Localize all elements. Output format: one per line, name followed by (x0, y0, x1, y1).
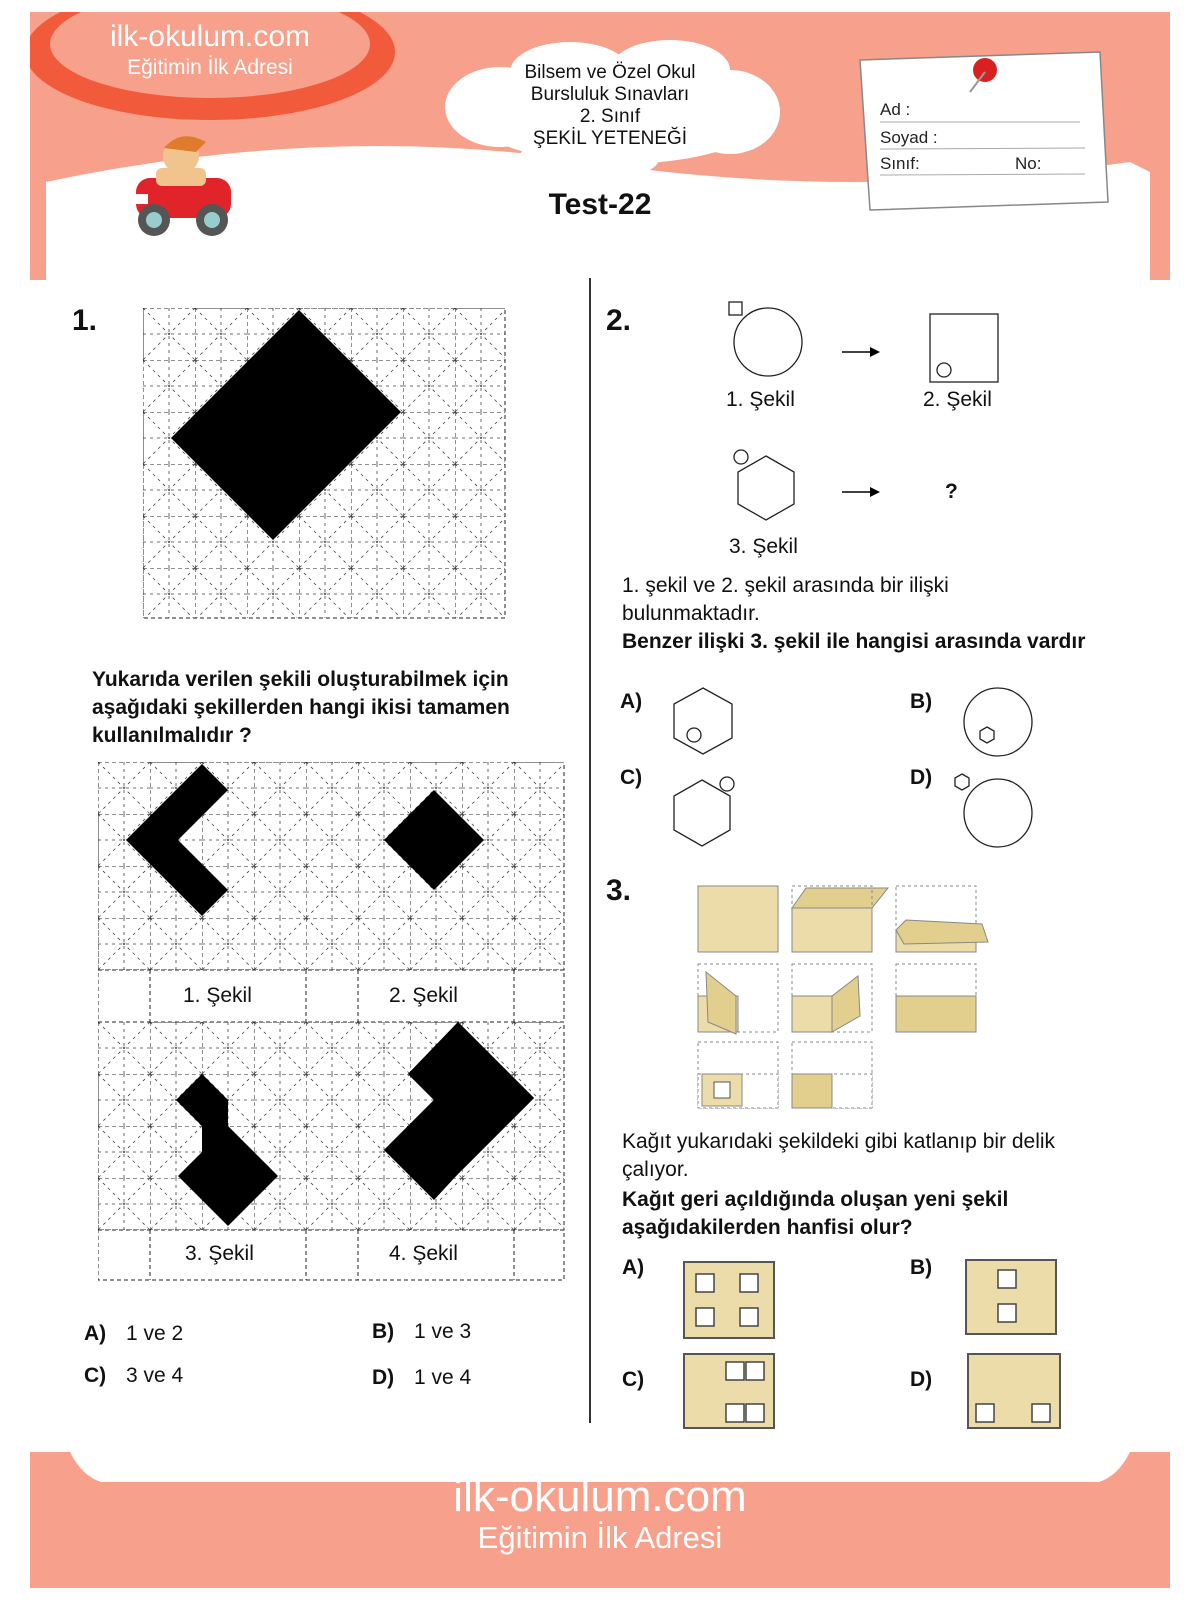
q1-option-d-letter: D) (372, 1366, 395, 1389)
card-soyad-label: Soyad : (880, 128, 938, 147)
q1-option-c-letter: C) (84, 1364, 107, 1387)
q2-option-c-letter[interactable]: C) (620, 766, 643, 789)
cloud-line-2: Bursluluk Sınavları (530, 84, 690, 105)
q2-figure-label-2: 2. Şekil (923, 388, 992, 411)
q1-shape-label-4: 4. Şekil (389, 1242, 458, 1265)
q2-option-figures (660, 680, 1060, 860)
q3-option-figures (680, 1258, 1070, 1438)
exam-title-cloud (470, 62, 750, 150)
q2-figures (720, 296, 1020, 536)
q2-text-2: Benzer ilişki 3. şekil ile hangisi arasında vardır (622, 630, 1086, 653)
footer-site-name[interactable]: ilk-okulum.com (453, 1472, 747, 1521)
q3-option-d-figure (968, 1354, 1060, 1428)
card-sinif-label: Sınıf: (880, 154, 920, 173)
card-no-label: No: (1015, 154, 1042, 173)
q2-option-a-figure (674, 688, 732, 754)
q2-option-b-figure (964, 688, 1032, 756)
q2-option-d-figure (964, 779, 1032, 847)
q3-option-c-letter[interactable]: C) (622, 1368, 645, 1391)
q1-option-b-text: 1 ve 3 (414, 1320, 472, 1343)
q2-option-a-letter[interactable]: A) (620, 690, 643, 713)
q2-option-d-letter[interactable]: D) (910, 766, 933, 789)
cloud-line-1: Bilsem ve Özel Okul (524, 62, 696, 83)
q3-text-1: Kağıt yukarıdaki şekildeki gibi katlanıp bir delik çalıyor. (622, 1130, 1056, 1181)
q1-main-figure (143, 308, 507, 620)
q1-option-a-text: 1 ve 2 (126, 1322, 184, 1345)
column-divider (589, 278, 591, 1423)
q2-figure-label-3: 3. Şekil (729, 535, 798, 558)
header-slogan: Eğitimin İlk Adresi (127, 56, 293, 79)
q2-number: 2. (606, 304, 632, 337)
header-site-name[interactable]: ilk-okulum.com (109, 20, 311, 53)
q1-options-figure (98, 762, 566, 1282)
card-ad-label: Ad : (880, 100, 911, 119)
test-title: Test-22 (548, 188, 652, 221)
q3-option-a-letter[interactable]: A) (622, 1256, 645, 1279)
footer-slogan: Eğitimin İlk Adresi (477, 1520, 723, 1555)
q1-option-d-text: 1 ve 4 (414, 1366, 472, 1389)
car-cartoon-icon (126, 128, 246, 248)
q3-text-2: Kağıt geri açıldığında oluşan yeni şekil aşağıdakilerden hanfisi olur? (622, 1188, 1009, 1239)
cloud-line-3: 2. Sınıf (579, 106, 641, 127)
q2-figure-label-1: 1. Şekil (726, 388, 795, 411)
q1-option-a[interactable] (84, 1322, 183, 1346)
q3-number: 3. (606, 874, 632, 907)
q3-option-b-letter[interactable]: B) (910, 1256, 933, 1279)
q1-option-b[interactable] (372, 1320, 471, 1344)
q1-number: 1. (72, 304, 98, 337)
q2-option-c-figure (674, 780, 730, 846)
q1-shape-label-1: 1. Şekil (183, 984, 252, 1007)
q1-option-b-letter: B) (372, 1320, 395, 1343)
q2-question-mark: ? (945, 480, 958, 503)
q3-option-d-letter[interactable]: D) (910, 1368, 933, 1391)
q3-option-c-figure (684, 1354, 774, 1428)
q1-option-c-text: 3 ve 4 (126, 1364, 184, 1387)
q1-option-c[interactable] (84, 1364, 183, 1388)
q2-text-1: 1. şekil ve 2. şekil arasında bir ilişki bulunmaktadır. (622, 574, 949, 625)
q1-prompt: Yukarıda verilen şekili oluşturabilmek için aşağıdaki şekillerden hangi ikisi tamamen kullanılmalıdır ? (92, 668, 510, 747)
q3-folding-steps (696, 884, 996, 1114)
q2-option-b-letter[interactable]: B) (910, 690, 933, 713)
q1-shape-label-3: 3. Şekil (185, 1242, 254, 1265)
cloud-line-4: ŞEKİL YETENEĞİ (532, 128, 688, 149)
q1-option-a-letter: A) (84, 1322, 107, 1345)
q3-option-b-figure (966, 1260, 1056, 1334)
q3-option-a-figure (684, 1262, 774, 1338)
q1-option-d[interactable] (372, 1366, 471, 1390)
q1-shape-label-2: 2. Şekil (389, 984, 458, 1007)
